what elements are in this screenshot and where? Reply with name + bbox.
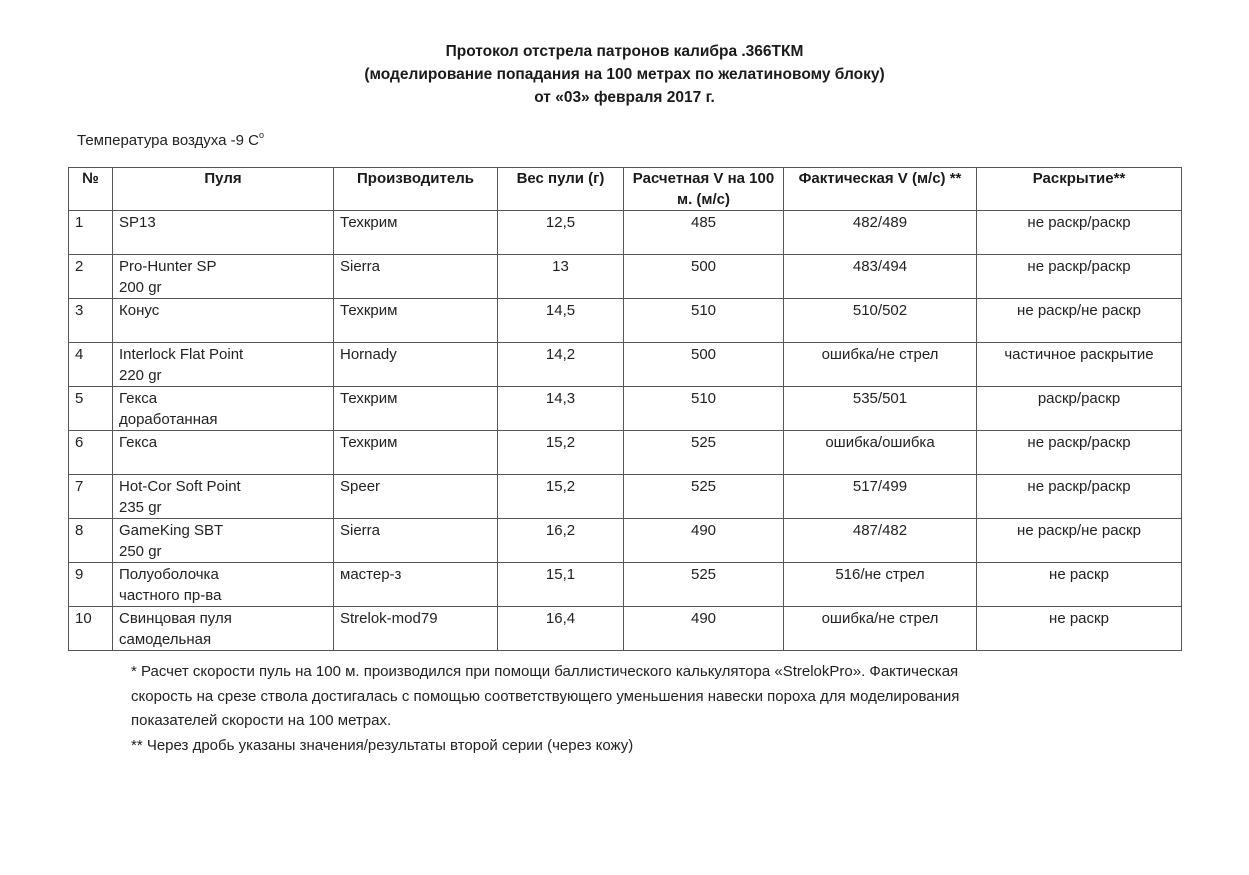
cell-bullet [113, 343, 334, 387]
cell-expansion-line-1: не раскр/не раскр [1017, 522, 1141, 539]
cell-calc-velocity-line-1: 525 [690, 434, 717, 451]
cell-calc-velocity [624, 563, 784, 607]
table-row [69, 475, 1182, 519]
header-expansion: Раскрытие** [977, 168, 1182, 211]
cell-bullet-line-2: 200 gr [119, 279, 162, 296]
cell-number-line-1: 6 [75, 434, 84, 451]
cell-bullet-line-1: Гекса [119, 434, 158, 451]
cell-bullet [113, 519, 334, 563]
cell-calc-velocity [624, 387, 784, 431]
cell-bullet [113, 475, 334, 519]
cell-expansion [977, 607, 1182, 651]
footnote-line-4: ** Через дробь указаны значения/результаты второй серии (через кожу) [131, 736, 634, 754]
cell-number-line-1: 5 [75, 390, 84, 407]
cell-actual-velocity-line-1: 510/502 [852, 302, 908, 319]
cell-weight-line-1: 15,2 [545, 434, 576, 451]
table-row [69, 299, 1182, 343]
cell-number-line-1: 10 [75, 610, 92, 627]
cell-weight [498, 255, 624, 299]
cell-weight [498, 519, 624, 563]
cell-manufacturer-line-1: Strelok-mod79 [340, 610, 438, 627]
cell-actual-velocity [784, 475, 977, 519]
cell-bullet-line-2: самодельная [119, 631, 212, 648]
cell-calc-velocity-line-1: 525 [690, 478, 717, 495]
cell-expansion-line-1: не раскр [1049, 610, 1109, 627]
footnote-line-1: * Расчет скорости пуль на 100 м. производился при помощи баллистического калькулятора «StrelokPro». Фактическая [131, 663, 959, 680]
cell-bullet-line-2: 220 gr [119, 367, 162, 384]
cell-weight-line-1: 15,2 [545, 478, 576, 495]
cell-expansion [977, 255, 1182, 299]
cell-bullet [113, 255, 334, 299]
cell-manufacturer [334, 387, 498, 431]
air-temperature [77, 130, 264, 149]
cell-expansion-line-1: не раскр/раскр [1027, 258, 1131, 275]
cell-bullet-line-1: Полуоболочка [119, 566, 219, 583]
cell-manufacturer-line-1: Техкрим [340, 214, 398, 231]
cell-expansion-line-1: раскр/раскр [1037, 390, 1121, 407]
cell-actual-velocity [784, 519, 977, 563]
cell-weight-line-1: 14,3 [545, 390, 576, 407]
cell-manufacturer [334, 475, 498, 519]
cell-bullet-line-1: Свинцовая пуля [119, 610, 232, 627]
cell-weight-line-1: 16,4 [545, 610, 576, 627]
header-actual-velocity: Фактическая V (м/с) ** [784, 168, 977, 211]
cell-bullet-line-2: 235 gr [119, 499, 162, 516]
title-line-2: (моделирование попадания на 100 метрах по желатиновому блоку) [364, 66, 885, 83]
footnote-line-3: показателей скорости на 100 метрах. [131, 712, 392, 729]
cell-number-line-1: 8 [75, 522, 84, 539]
cell-manufacturer [334, 519, 498, 563]
cell-weight [498, 387, 624, 431]
cell-manufacturer-line-1: Техкрим [340, 390, 398, 407]
header-calc-velocity: Расчетная V на 100 м. (м/с) [624, 168, 784, 211]
table-row [69, 607, 1182, 651]
cell-expansion-line-1: не раскр/раскр [1027, 478, 1131, 495]
cell-actual-velocity-line-1: 483/494 [852, 258, 908, 275]
cell-weight [498, 431, 624, 475]
cell-number-line-1: 1 [75, 214, 84, 231]
table-row [69, 255, 1182, 299]
temperature-label: Температура воздуха -9 С [77, 132, 259, 149]
cell-bullet [113, 607, 334, 651]
title-line-3: от «03» февраля 2017 г. [534, 89, 715, 106]
cell-manufacturer [334, 255, 498, 299]
cell-weight-line-1: 13 [552, 258, 569, 275]
title-line-1: Протокол отстрела патронов калибра .366ТКМ [445, 43, 804, 60]
cell-actual-velocity-line-1: ошибка/не стрел [821, 610, 939, 627]
cell-calc-velocity-line-1: 510 [690, 302, 717, 319]
cell-bullet [113, 211, 334, 255]
header-number: № [69, 168, 113, 211]
cell-calc-velocity-line-1: 525 [690, 566, 717, 583]
cell-number-line-1: 4 [75, 346, 84, 363]
table-row [69, 343, 1182, 387]
cell-bullet [113, 563, 334, 607]
cell-calc-velocity [624, 211, 784, 255]
cell-number [69, 387, 113, 431]
cell-actual-velocity [784, 607, 977, 651]
cell-bullet-line-1: Конус [119, 302, 160, 319]
cell-actual-velocity-line-1: 487/482 [852, 522, 908, 539]
cell-calc-velocity [624, 343, 784, 387]
cell-manufacturer-line-1: Техкрим [340, 434, 398, 451]
cell-weight [498, 475, 624, 519]
cell-manufacturer-line-1: мастер-з [340, 566, 402, 583]
cell-expansion [977, 431, 1182, 475]
cell-expansion-line-1: не раскр/раскр [1027, 214, 1131, 231]
cell-manufacturer [334, 343, 498, 387]
cell-number-line-1: 7 [75, 478, 84, 495]
cell-expansion-line-1: не раскр/не раскр [1017, 302, 1141, 319]
cell-actual-velocity [784, 343, 977, 387]
footnote-line-2: скорость на срезе ствола достигалась с помощью соответствующего уменьшения навески пороха для моделирования [131, 687, 960, 705]
table-row [69, 563, 1182, 607]
cell-manufacturer [334, 563, 498, 607]
cell-number [69, 431, 113, 475]
cell-expansion [977, 343, 1182, 387]
cell-actual-velocity-line-1: 482/489 [852, 214, 908, 231]
cell-calc-velocity [624, 519, 784, 563]
cell-number [69, 343, 113, 387]
cell-calc-velocity [624, 299, 784, 343]
cell-bullet-line-1: SP13 [119, 214, 156, 231]
cell-weight [498, 211, 624, 255]
header-manufacturer: Производитель [334, 168, 498, 211]
cell-weight [498, 343, 624, 387]
cell-weight [498, 299, 624, 343]
table-row [69, 431, 1182, 475]
cell-bullet [113, 387, 334, 431]
cell-actual-velocity-line-1: ошибка/ошибка [825, 434, 935, 451]
cell-calc-velocity-line-1: 510 [690, 390, 717, 407]
cell-expansion [977, 387, 1182, 431]
cell-actual-velocity [784, 387, 977, 431]
cell-actual-velocity-line-1: 517/499 [852, 478, 908, 495]
cell-manufacturer [334, 211, 498, 255]
cell-number [69, 519, 113, 563]
cell-number-line-1: 2 [75, 258, 84, 275]
cell-calc-velocity-line-1: 490 [690, 610, 717, 627]
cell-manufacturer [334, 431, 498, 475]
cell-actual-velocity [784, 255, 977, 299]
cell-calc-velocity [624, 607, 784, 651]
table-row [69, 519, 1182, 563]
cell-calc-velocity-line-1: 500 [690, 346, 717, 363]
cell-number [69, 563, 113, 607]
cell-calc-velocity [624, 255, 784, 299]
cell-weight-line-1: 15,1 [545, 566, 576, 583]
cell-bullet-line-2: частного пр-ва [119, 587, 222, 604]
cell-calc-velocity-line-1: 485 [690, 214, 717, 231]
cell-number [69, 211, 113, 255]
cell-actual-velocity-line-1: ошибка/не стрел [821, 346, 939, 363]
cell-actual-velocity [784, 211, 977, 255]
cell-weight-line-1: 14,5 [545, 302, 576, 319]
cell-manufacturer-line-1: Speer [340, 478, 381, 495]
cell-bullet-line-1: Гекса [119, 390, 158, 407]
table-row [69, 211, 1182, 255]
table-header-row [69, 168, 1182, 211]
cell-actual-velocity [784, 431, 977, 475]
document-title [0, 40, 1249, 109]
cell-number [69, 299, 113, 343]
table-row [69, 387, 1182, 431]
cell-manufacturer [334, 299, 498, 343]
cell-bullet-line-1: Interlock Flat Point [119, 346, 244, 363]
cell-expansion [977, 475, 1182, 519]
cell-actual-velocity-line-1: 535/501 [852, 390, 908, 407]
cell-expansion-line-1: не раскр [1049, 566, 1109, 583]
cell-number [69, 255, 113, 299]
cell-weight-line-1: 12,5 [545, 214, 576, 231]
cell-calc-velocity-line-1: 490 [690, 522, 717, 539]
cell-manufacturer-line-1: Hornady [340, 346, 397, 363]
cell-bullet-line-1: Hot-Cor Soft Point [119, 478, 241, 495]
header-bullet: Пуля [113, 168, 334, 211]
cell-number [69, 607, 113, 651]
cell-expansion [977, 299, 1182, 343]
cell-expansion-line-1: не раскр/раскр [1027, 434, 1131, 451]
cell-weight [498, 563, 624, 607]
cell-actual-velocity [784, 299, 977, 343]
cell-calc-velocity-line-1: 500 [690, 258, 717, 275]
cell-manufacturer [334, 607, 498, 651]
cell-weight [498, 607, 624, 651]
cell-bullet-line-2: 250 gr [119, 543, 162, 560]
cell-bullet [113, 299, 334, 343]
cell-expansion-line-1: частичное раскрытие [1004, 346, 1154, 363]
cell-expansion [977, 519, 1182, 563]
results-table [68, 167, 1182, 651]
cell-weight-line-1: 14,2 [545, 346, 576, 363]
footnotes [131, 660, 1171, 758]
cell-bullet-line-1: Pro-Hunter SP [119, 258, 217, 275]
cell-calc-velocity [624, 431, 784, 475]
cell-manufacturer-line-1: Sierra [340, 258, 381, 275]
cell-bullet-line-1: GameKing SBT [119, 522, 224, 539]
cell-bullet [113, 431, 334, 475]
cell-actual-velocity-line-1: 516/не стрел [835, 566, 925, 583]
cell-number-line-1: 3 [75, 302, 84, 319]
cell-manufacturer-line-1: Sierra [340, 522, 381, 539]
cell-expansion [977, 211, 1182, 255]
cell-weight-line-1: 16,2 [545, 522, 576, 539]
cell-number [69, 475, 113, 519]
cell-manufacturer-line-1: Техкрим [340, 302, 398, 319]
cell-number-line-1: 9 [75, 566, 84, 583]
cell-bullet-line-2: доработанная [119, 411, 218, 428]
cell-actual-velocity [784, 563, 977, 607]
cell-calc-velocity [624, 475, 784, 519]
degree-mark: о [258, 130, 264, 140]
cell-expansion [977, 563, 1182, 607]
header-weight: Вес пули (г) [498, 168, 624, 211]
